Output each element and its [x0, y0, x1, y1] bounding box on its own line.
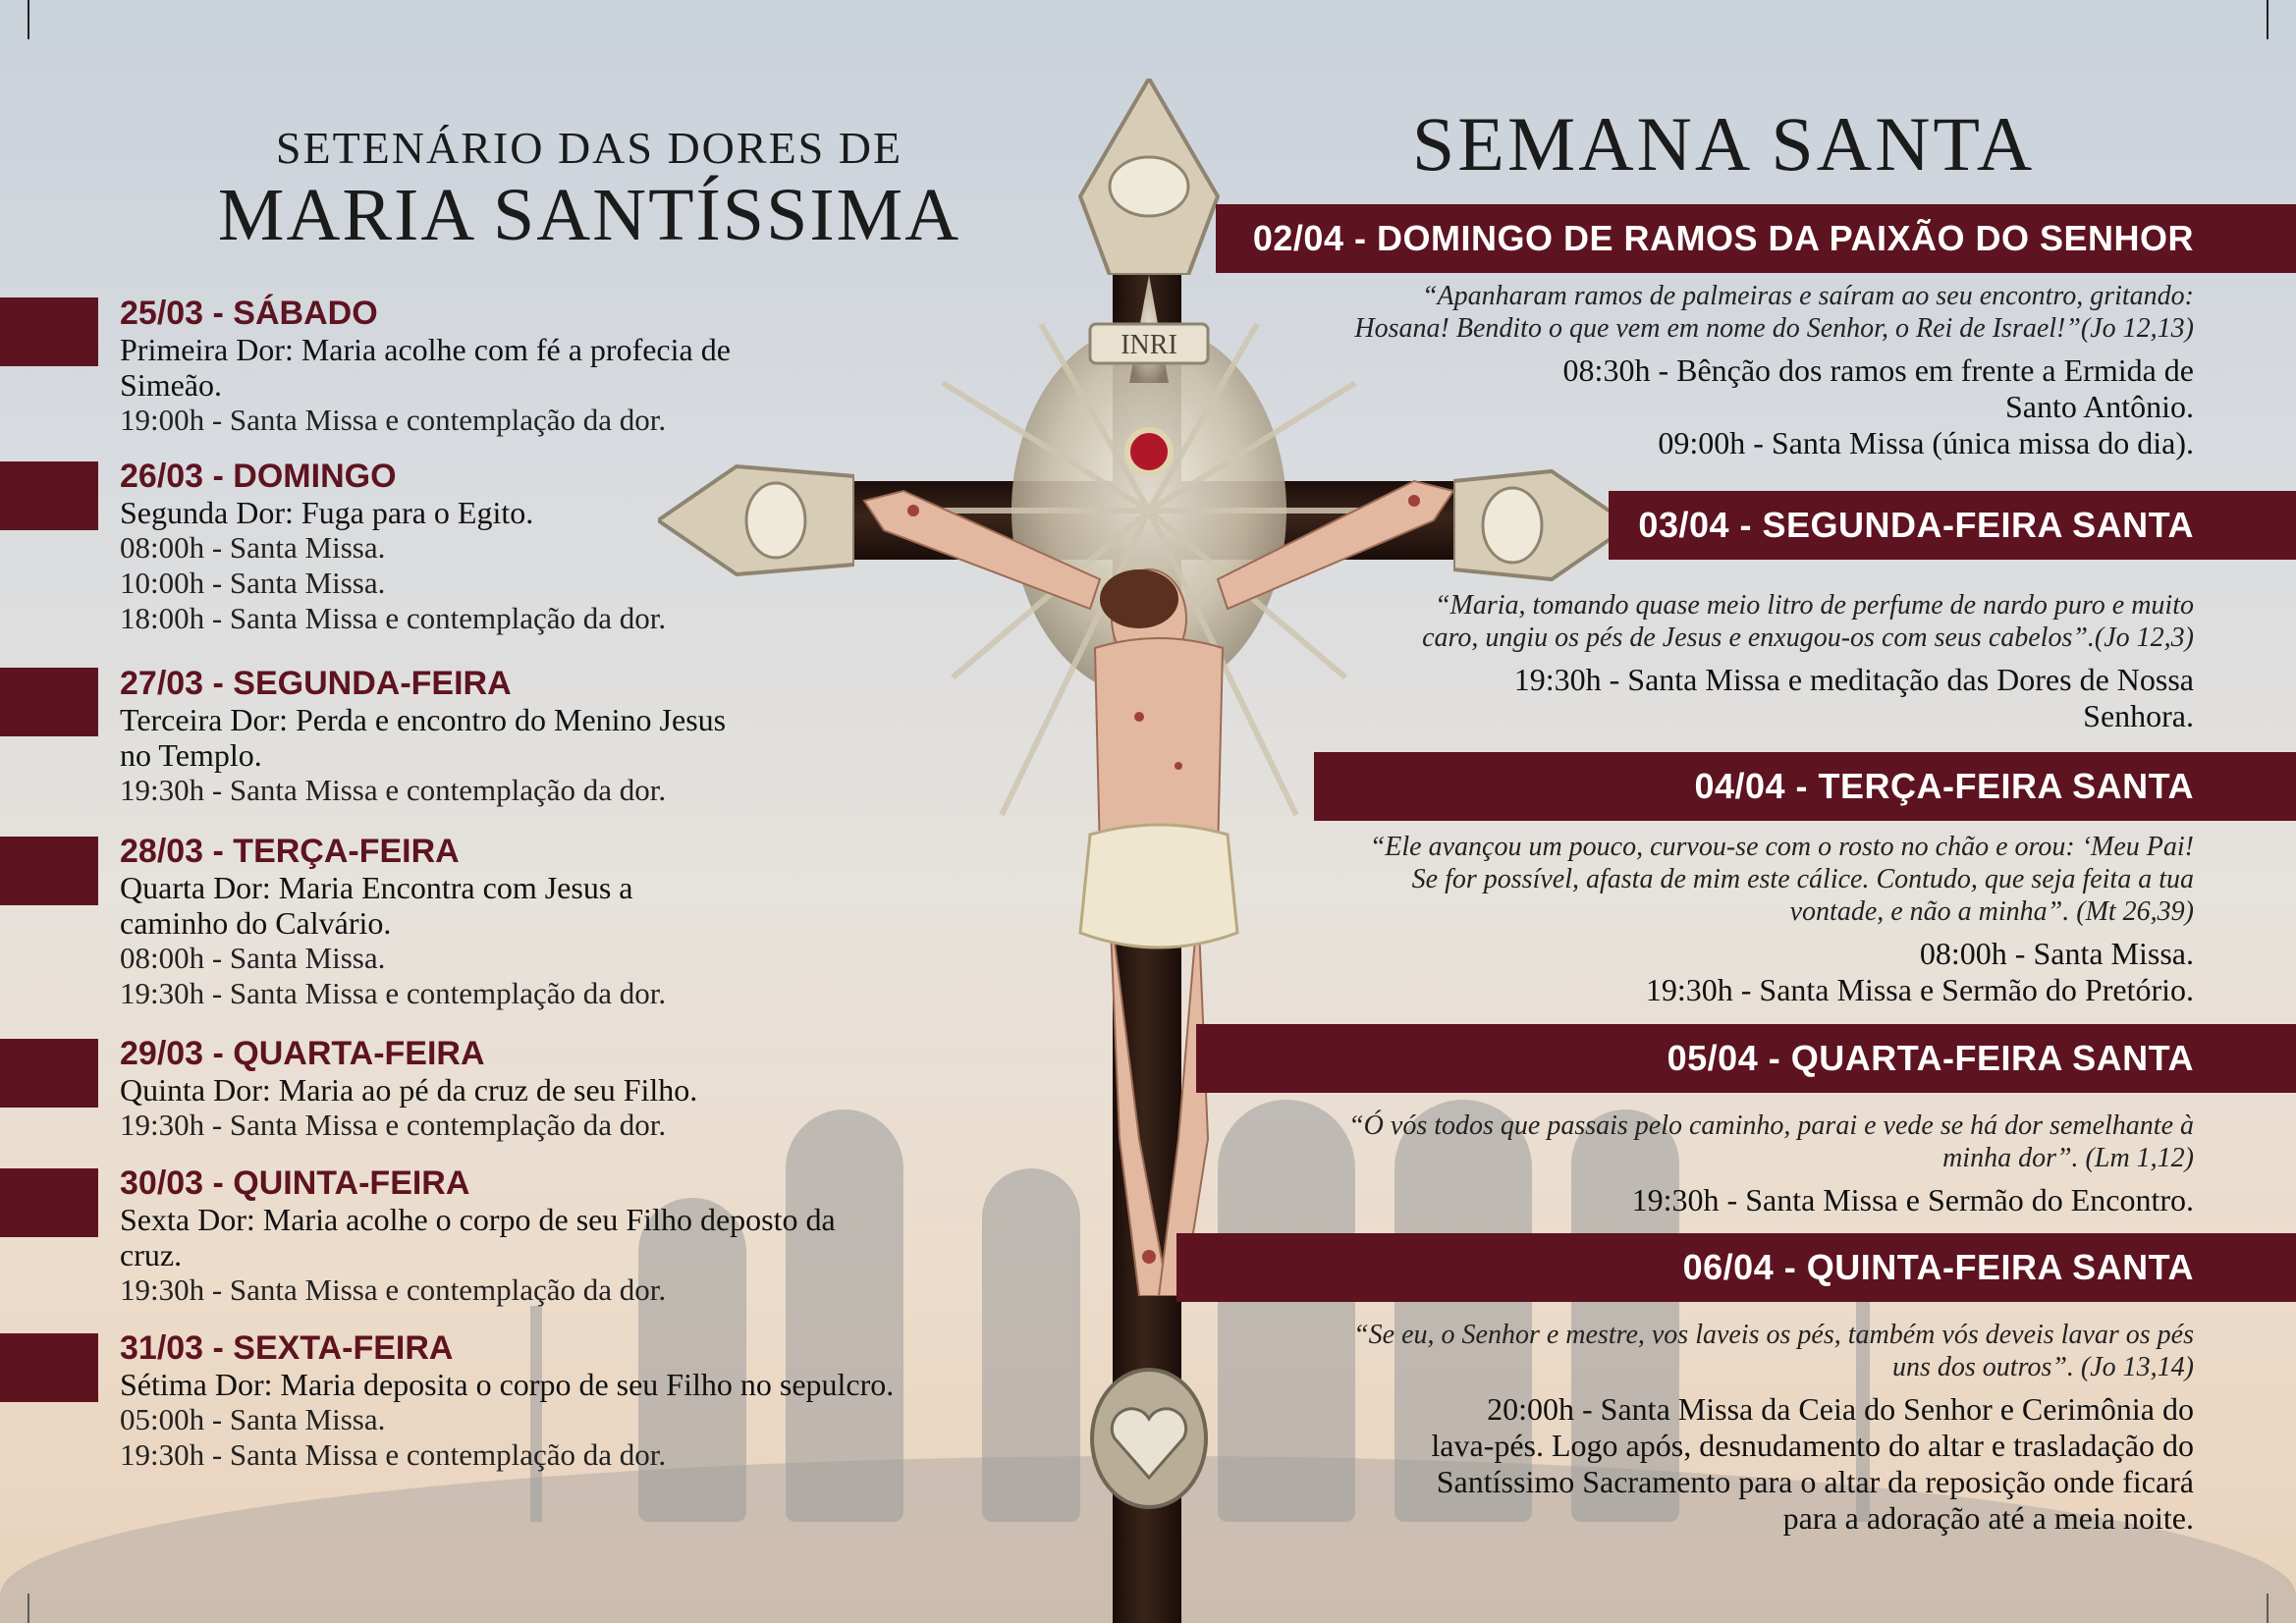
right-day-4 — [1348, 1109, 2194, 1218]
dor-text: Sexta Dor: Maria acolhe o corpo de seu Filho deposto da — [120, 1202, 836, 1237]
scripture-quote: caro, ungiu os pés de Jesus e enxugou-os com seus cabelos”.(Jo 12,3) — [1422, 622, 2194, 653]
dor-text: Quarta Dor: Maria Encontra com Jesus a — [120, 870, 633, 905]
sacred-heart-ornament — [1085, 1365, 1213, 1512]
schedule-line: 19:30h - Santa Missa e meditação das Dores de Nossa — [1513, 662, 2194, 697]
schedule-item: 19:30h - Santa Missa e contemplação da dor. — [120, 1272, 667, 1307]
schedule-item — [1353, 1391, 2194, 1537]
right-day-2 — [1422, 589, 2194, 734]
dor-text: cruz. — [120, 1237, 183, 1272]
schedule-item: 05:00h - Santa Missa. — [120, 1402, 386, 1436]
dor-text: Terceira Dor: Perda e encontro do Menino Jesus — [120, 702, 727, 737]
schedule-item — [1370, 936, 2194, 1008]
day-heading-bar: 04/04 - TERÇA-FEIRA SANTA — [1314, 752, 2296, 821]
day-heading: 26/03 - DOMINGO — [120, 458, 397, 495]
schedule-item: 10:00h - Santa Missa. — [120, 566, 386, 600]
schedule-item: 18:00h - Santa Missa e contemplação da dor. — [120, 601, 667, 635]
day-heading: 27/03 - SEGUNDA-FEIRA — [120, 665, 512, 702]
day-heading: 28/03 - TERÇA-FEIRA — [120, 833, 460, 870]
dor-text: caminho do Calvário. — [120, 905, 392, 941]
schedule-item — [1422, 662, 2194, 734]
left-day-3 — [120, 665, 1102, 808]
day-heading-bar: 06/04 - QUINTA-FEIRA SANTA — [1176, 1233, 2296, 1302]
schedule-line: Senhora. — [2083, 698, 2194, 733]
left-day-5 — [120, 1035, 1102, 1143]
right-title: SEMANA SANTA — [1411, 101, 2036, 187]
day-tab — [0, 668, 98, 736]
schedule-line: 08:30h - Bênção dos ramos em frente a Ermida de — [1562, 352, 2194, 388]
left-day-7 — [120, 1329, 1102, 1473]
day-tab — [0, 298, 98, 366]
schedule-item — [1354, 352, 2194, 461]
day-heading-bar: 02/04 - DOMINGO DE RAMOS DA PAIXÃO DO SENHOR — [1216, 204, 2296, 273]
day-heading-bar: 05/04 - QUARTA-FEIRA SANTA — [1196, 1024, 2296, 1093]
scripture-quote: “Se eu, o Senhor e mestre, vos laveis os pés, também vós deveis lavar os pés — [1353, 1320, 2194, 1350]
schedule-item: 08:00h - Santa Missa. — [120, 941, 386, 975]
schedule-line: 19:30h - Santa Missa e Sermão do Encontro. — [1631, 1182, 2194, 1217]
right-day-5 — [1353, 1319, 2194, 1537]
dor-text: Quinta Dor: Maria ao pé da cruz de seu Filho. — [120, 1072, 698, 1108]
scripture-quote: uns dos outros”. (Jo 13,14) — [1892, 1352, 2194, 1382]
left-title-line1: SETENÁRIO DAS DORES DE — [275, 123, 903, 173]
crop-mark — [2267, 0, 2296, 39]
scripture-quote: minha dor”. (Lm 1,12) — [1942, 1143, 2194, 1173]
schedule-item: 19:00h - Santa Missa e contemplação da dor. — [120, 403, 667, 437]
day-tab — [0, 837, 98, 905]
schedule-line: 20:00h - Santa Missa da Ceia do Senhor e Cerimônia do — [1487, 1391, 2194, 1427]
schedule-line: para a adoração até a meia noite. — [1782, 1500, 2194, 1536]
schedule-item: 19:30h - Santa Missa e contemplação da dor. — [120, 1437, 667, 1472]
right-day-1 — [1354, 280, 2194, 461]
left-day-1 — [120, 295, 1102, 438]
day-tab — [0, 1039, 98, 1108]
schedule-item: 19:30h - Santa Missa e contemplação da dor. — [120, 1108, 667, 1142]
left-day-2 — [120, 458, 1102, 636]
schedule-item: 08:00h - Santa Missa. — [120, 530, 386, 565]
dor-text: Simeão. — [120, 367, 222, 403]
schedule-line: Santo Antônio. — [2004, 389, 2194, 424]
schedule-item: 19:30h - Santa Missa e contemplação da dor. — [120, 773, 667, 807]
day-tab — [0, 1168, 98, 1237]
day-heading-bar: 03/04 - SEGUNDA-FEIRA SANTA — [1609, 491, 2296, 560]
day-heading: 29/03 - QUARTA-FEIRA — [120, 1035, 485, 1072]
day-heading: 31/03 - SEXTA-FEIRA — [120, 1329, 454, 1367]
scripture-quote: Hosana! Bendito o que vem em nome do Senhor, o Rei de Israel!”(Jo 12,13) — [1354, 313, 2194, 344]
inri-inscription: INRI — [1121, 330, 1177, 360]
dor-text: Segunda Dor: Fuga para o Egito. — [120, 495, 534, 530]
schedule-line: lava-pés. Logo após, desnudamento do altar e trasladação do — [1431, 1428, 2194, 1463]
schedule-line: 09:00h - Santa Missa (única missa do dia). — [1658, 425, 2194, 460]
crop-mark — [0, 0, 29, 39]
top-crown-ornament — [1070, 79, 1228, 275]
dor-text: Primeira Dor: Maria acolhe com fé a profecia de — [120, 332, 731, 367]
right-arm-ornament — [1453, 452, 1630, 599]
schedule-line: Santíssimo Sacramento para o altar da reposição onde ficará — [1436, 1464, 2194, 1499]
day-tab — [0, 461, 98, 530]
schedule-item — [1348, 1182, 2194, 1218]
day-heading: 30/03 - QUINTA-FEIRA — [120, 1164, 470, 1202]
dor-text: Sétima Dor: Maria deposita o corpo de seu Filho no sepulcro. — [120, 1367, 895, 1402]
schedule-line: 08:00h - Santa Missa. — [1919, 936, 2194, 971]
day-tab — [0, 1333, 98, 1402]
scripture-quote: “Ele avançou um pouco, curvou-se com o rosto no chão e orou: ‘Meu Pai! — [1369, 832, 2194, 862]
scripture-quote: “Ó vós todos que passais pelo caminho, parai e vede se há dor semelhante à — [1348, 1110, 2194, 1141]
dor-text: no Templo. — [120, 737, 262, 773]
left-day-6 — [120, 1164, 1102, 1308]
left-title-line2: MARIA SANTÍSSIMA — [217, 174, 961, 256]
left-day-4 — [120, 833, 1102, 1011]
scripture-quote: “Maria, tomando quase meio litro de perfume de nardo puro e muito — [1434, 590, 2194, 621]
day-heading: 25/03 - SÁBADO — [120, 295, 378, 332]
right-day-3 — [1370, 831, 2194, 1008]
scripture-quote: Se for possível, afasta de mim este cálice. Contudo, que seja feita a tua — [1411, 864, 2194, 894]
schedule-line: 19:30h - Santa Missa e Sermão do Pretório. — [1645, 972, 2194, 1007]
schedule-item: 19:30h - Santa Missa e contemplação da dor. — [120, 976, 667, 1010]
scripture-quote: vontade, e não a minha”. (Mt 26,39) — [1789, 896, 2194, 927]
scripture-quote: “Apanharam ramos de palmeiras e saíram ao seu encontro, gritando: — [1421, 281, 2194, 311]
